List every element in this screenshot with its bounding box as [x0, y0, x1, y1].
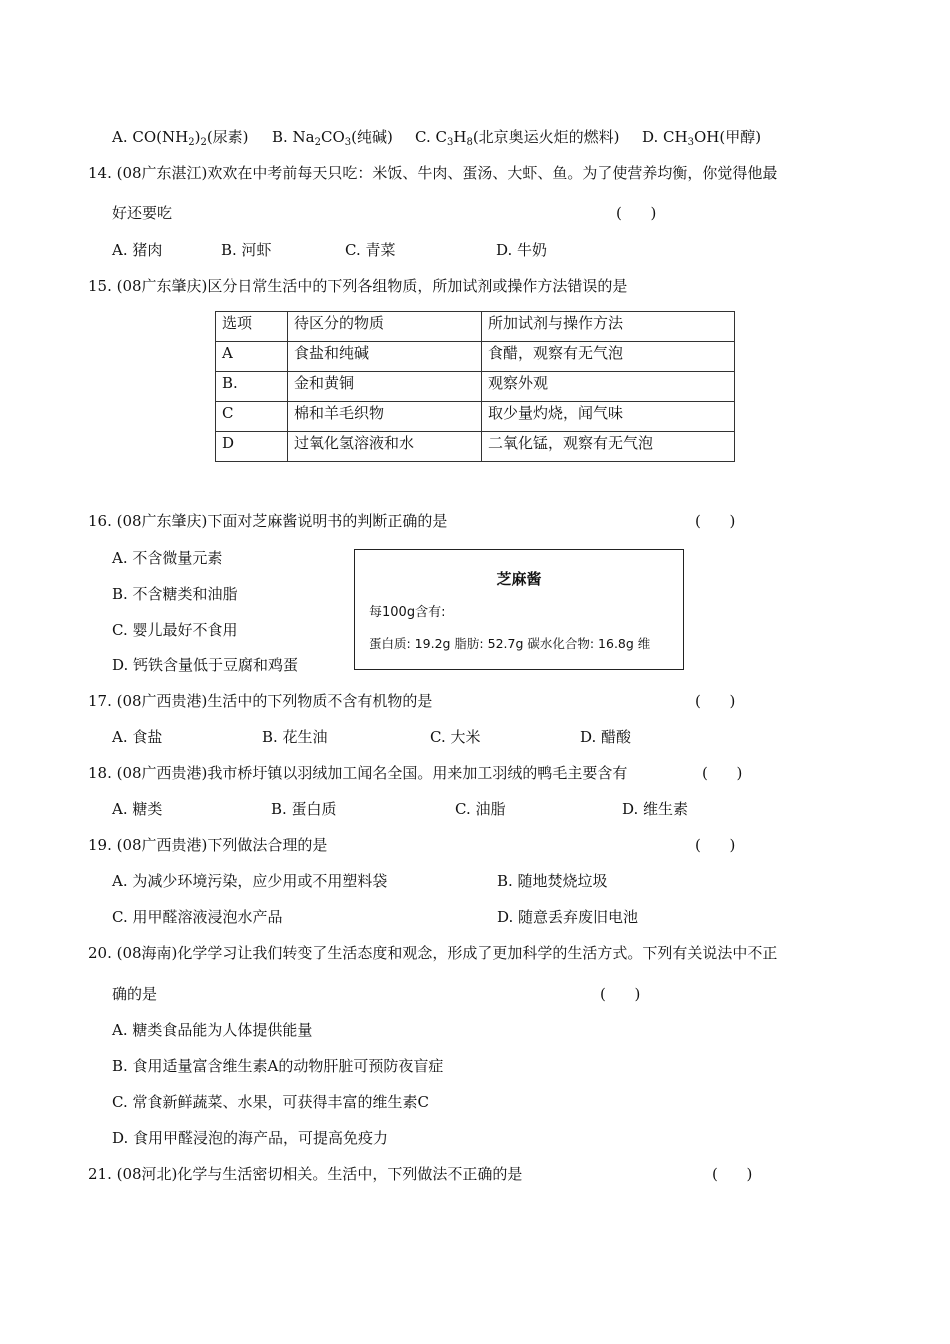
label-title: 芝麻酱: [496, 570, 542, 588]
table-cell: A: [216, 342, 288, 372]
q19-option-a: A. 为减少环境污染，应少用或不用塑料袋: [112, 872, 388, 890]
q13-option-b: B. $Na_2CO_3$(纯碱): [272, 128, 393, 148]
sesame-paste-label: [354, 549, 684, 670]
q16-option-c: C. 婴儿最好不食用: [112, 621, 238, 639]
q14-stem: 14. (08广东湛江)欢欢在中考前每天只吃：米饭、牛肉、蛋汤、大虾、鱼。为了使营养均衡，你觉得他最: [88, 164, 778, 182]
q16-stem: 16. (08广东肇庆)下面对芝麻酱说明书的判断正确的是: [88, 512, 448, 530]
table-cell: 二氧化锰，观察有无气泡: [482, 432, 735, 462]
q21-answer-blank: ( ): [712, 1165, 753, 1183]
q14-option-c: C. 青菜: [345, 241, 396, 259]
q14-option-b: B. 河虾: [221, 241, 272, 259]
table-row: [216, 372, 735, 402]
q17-answer-blank: ( ): [695, 692, 736, 710]
table-row: [216, 432, 735, 462]
q20-option-b: B. 食用适量富含维生素A的动物肝脏可预防夜盲症: [112, 1057, 444, 1075]
table-header-row: [216, 312, 735, 342]
table-cell: 食醋，观察有无气泡: [482, 342, 735, 372]
q18-answer-blank: ( ): [702, 764, 743, 782]
q20-option-d: D. 食用甲醛浸泡的海产品，可提高免疫力: [112, 1129, 389, 1147]
q16-answer-blank: ( ): [695, 512, 736, 530]
q14-option-a: A. 猪肉: [112, 241, 163, 259]
q20-option-c: C. 常食新鲜蔬菜、水果，可获得丰富的维生素C: [112, 1093, 429, 1111]
q19-option-d: D. 随意丢弃废旧电池: [497, 908, 639, 926]
table-cell: 金和黄铜: [288, 372, 482, 402]
q19-stem: 19. (08广西贵港)下列做法合理的是: [88, 836, 328, 854]
table-cell: 过氧化氢溶液和水: [288, 432, 482, 462]
q13-option-d: D. $CH_3OH$(甲醇): [642, 128, 762, 148]
q14-stem-cont: 好还要吃: [112, 204, 173, 222]
q16-option-d: D. 钙铁含量低于豆腐和鸡蛋: [112, 656, 299, 674]
table-cell: 观察外观: [482, 372, 735, 402]
q17-option-c: C. 大米: [430, 728, 481, 746]
table-header: 所加试剂与操作方法: [482, 312, 735, 342]
table-cell: B.: [216, 372, 288, 402]
q20-option-a: A. 糖类食品能为人体提供能量: [112, 1021, 313, 1039]
table-header: 待区分的物质: [288, 312, 482, 342]
q15-table: [215, 311, 735, 462]
q18-stem: 18. (08广西贵港)我市桥圩镇以羽绒加工闻名全国。用来加工羽绒的鸭毛主要含有: [88, 764, 628, 782]
table-cell: 食盐和纯碱: [288, 342, 482, 372]
q17-option-b: B. 花生油: [262, 728, 328, 746]
q20-answer-blank: ( ): [600, 985, 641, 1003]
q18-option-b: B. 蛋白质: [271, 800, 337, 818]
table-cell: D: [216, 432, 288, 462]
q19-option-b: B. 随地焚烧垃圾: [497, 872, 608, 890]
q16-option-b: B. 不含糖类和油脂: [112, 585, 238, 603]
q18-option-c: C. 油脂: [455, 800, 506, 818]
table-cell: 取少量灼烧，闻气味: [482, 402, 735, 432]
q14-option-d: D. 牛奶: [496, 241, 548, 259]
label-line-1: 每100g含有:: [369, 605, 446, 620]
q21-stem: 21. (08河北)化学与生活密切相关。生活中，下列做法不正确的是: [88, 1165, 523, 1183]
q18-option-d: D. 维生素: [622, 800, 689, 818]
q16-option-a: A. 不含微量元素: [112, 549, 223, 567]
q14-answer-blank: ( ): [616, 204, 657, 222]
q18-option-a: A. 糖类: [112, 800, 163, 818]
q17-option-d: D. 醋酸: [580, 728, 632, 746]
table-row: [216, 342, 735, 372]
table-row: [216, 402, 735, 432]
q17-option-a: A. 食盐: [112, 728, 163, 746]
table-cell: 棉和羊毛织物: [288, 402, 482, 432]
q13-option-c: C. $C_3H_8$(北京奥运火炬的燃料): [415, 128, 620, 148]
q17-stem: 17. (08广西贵港)生活中的下列物质不含有机物的是: [88, 692, 433, 710]
q13-option-a: A. $CO(NH_2)_2$(尿素): [112, 128, 249, 148]
label-line-2: 蛋白质: 19.2g 脂肪: 52.7g 碳水化合物: 16.8g 维: [369, 636, 651, 651]
q19-option-c: C. 用甲醛溶液浸泡水产品: [112, 908, 283, 926]
q19-answer-blank: ( ): [695, 836, 736, 854]
table-cell: C: [216, 402, 288, 432]
q15-stem: 15. (08广东肇庆)区分日常生活中的下列各组物质，所加试剂或操作方法错误的是: [88, 277, 628, 295]
q20-stem: 20. (08海南)化学学习让我们转变了生活态度和观念，形成了更加科学的生活方式。下列有关说法中不正: [88, 944, 778, 962]
q20-stem-cont: 确的是: [112, 985, 158, 1003]
table-header: 选项: [216, 312, 288, 342]
